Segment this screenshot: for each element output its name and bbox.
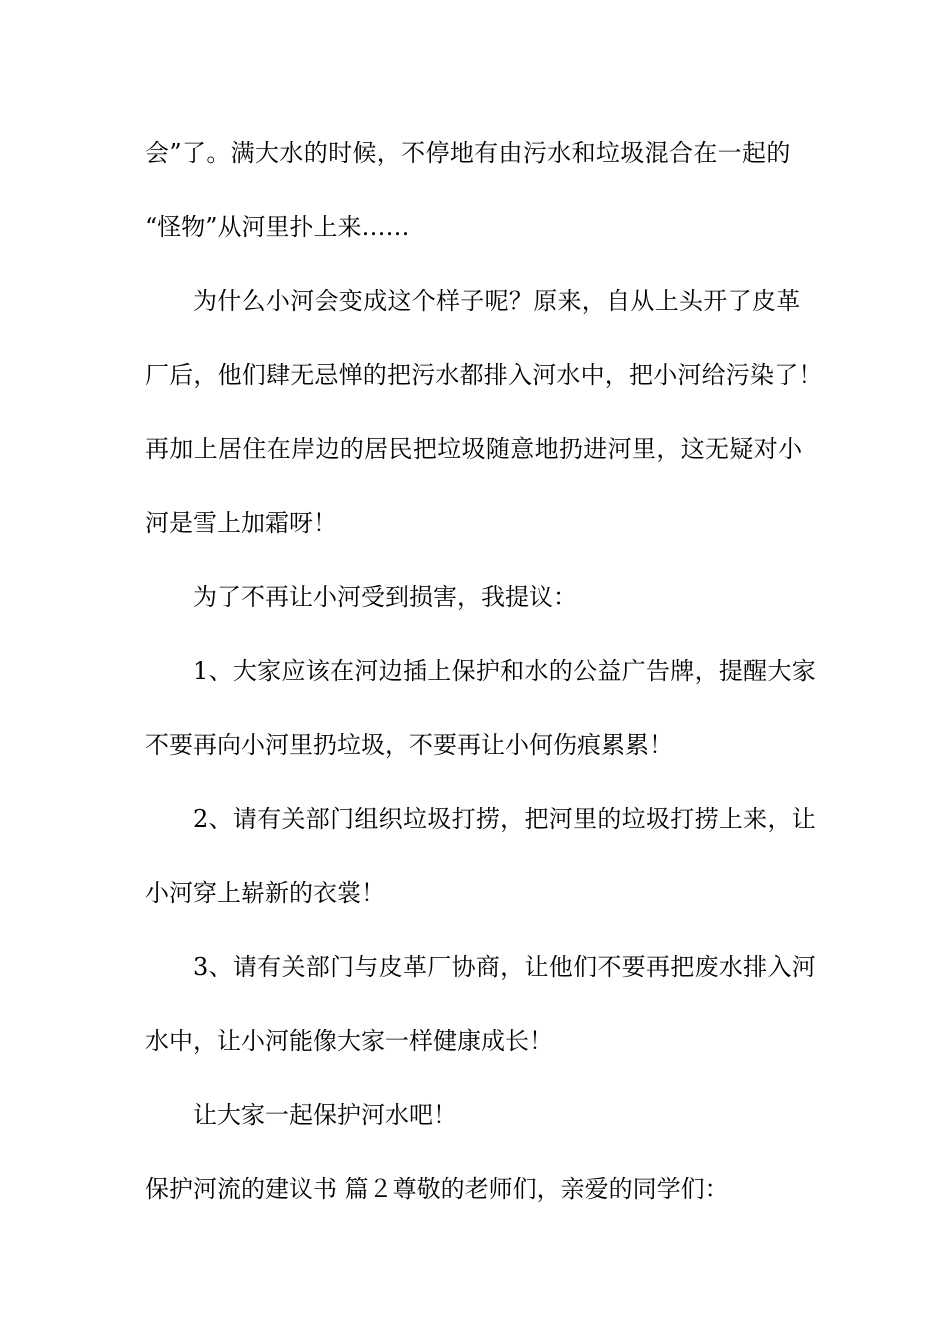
text-line: 再加上居住在岸边的居民把垃圾随意地扔进河里，这无疑对小	[145, 435, 803, 463]
text-line: 为了不再让小河受到损害，我提议：	[193, 583, 577, 611]
text-line: 小河穿上崭新的衣裳！	[145, 879, 385, 907]
text-line: 3、请有关部门与皮革厂协商，让他们不要再把废水排入河	[193, 953, 817, 981]
text-line: 为什么小河会变成这个样子呢？原来，自从上头开了皮革	[193, 287, 801, 315]
text-line: 水中，让小河能像大家一样健康成长！	[145, 1027, 553, 1055]
text-line: 2、请有关部门组织垃圾打捞，把河里的垃圾打捞上来，让	[193, 805, 817, 833]
text-line: 会”了。满大水的时候，不停地有由污水和垃圾混合在一起的	[145, 139, 791, 167]
text-line: 不要再向小河里扔垃圾，不要再让小何伤痕累累！	[145, 731, 673, 759]
text-line: 厂后，他们肆无忌惮的把污水都排入河水中，把小河给污染了！	[145, 361, 823, 389]
text-line: 保护河流的建议书 篇２尊敬的老师们，亲爱的同学们：	[145, 1175, 729, 1203]
text-line: 1、大家应该在河边插上保护和水的公益广告牌，提醒大家	[193, 657, 817, 685]
text-line: “怪物”从河里扑上来……	[145, 213, 410, 241]
text-line: 河是雪上加霜呀！	[145, 509, 337, 537]
text-line: 让大家一起保护河水吧！	[193, 1101, 457, 1129]
